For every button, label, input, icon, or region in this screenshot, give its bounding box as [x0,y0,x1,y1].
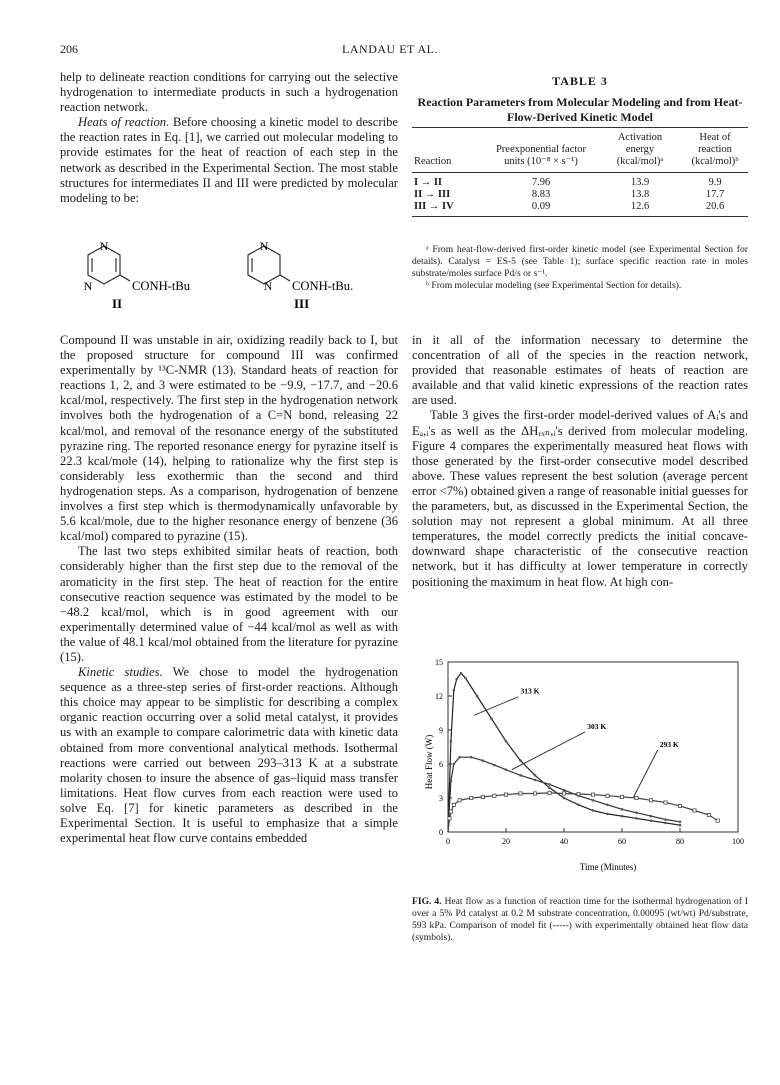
paragraph-heading: Kinetic studies. [78,665,163,680]
structure-II-label: II [112,296,123,311]
paragraph: in it all of the information necessary to determine the concentration of all of the species in the reaction network, provided that reasonable estimates of heats of reaction are available and that valid kinetic expressions of the reaction rates are used. [412,333,748,408]
table-row [412,201,748,213]
data-point [448,817,451,820]
structure-II-substituent: CONH-tBu [132,279,191,293]
paragraph [60,665,398,846]
cell-activation: 13.8 [630,189,650,200]
data-point [606,804,609,807]
footnote-b: ᵇ From molecular modeling (see Experimental Section for details). [426,280,682,291]
paragraph [60,115,398,206]
structure-II [88,246,130,284]
data-point [449,810,452,813]
figure-caption-text: Heat flow as a function of reaction time for the isothermal hydrogenation of I over a 5% Pd catalyst at 0.2 M substrate concentration, 0.00095 (wt/wt) Pd/substrate, 593 kPa. Comparison of model fit (-----) with experimentally obtained heat flow data (symbols). [412,896,748,943]
data-point [693,809,696,812]
table-heading [412,74,748,125]
header-reaction: Reaction [414,156,452,167]
cell-activation: 12.6 [630,201,650,212]
data-point [493,794,496,797]
cell-heat: 9.9 [708,177,722,188]
series-group [448,672,719,832]
data-point [621,808,624,811]
data-point [716,819,719,822]
x-tick-label: 40 [560,837,568,846]
data-point [450,780,453,783]
y-tick-label: 9 [439,726,443,735]
table-row [412,189,748,201]
table-footnotes [412,244,748,292]
data-point [562,792,565,795]
figure-4-chart [412,650,748,875]
table-header-row [412,130,748,172]
data-point [664,822,667,825]
cell-preexp: 8.83 [531,189,551,200]
series-annotation: 303 K [587,721,607,731]
y-tick-label: 0 [439,828,443,837]
cell-heat: 20.6 [705,201,725,212]
paragraph-body: We chose to model the hydrogenation sequence as a three-step series of first-order reactions. Although this choice may appear to be simplistic for describing a complex organic reaction occurring over a solid metal catalyst, it provides us with an example to compare calorimetric data with kinetic data obtained from more conventional analytical methods. Isothermal reactions were carried out between 293–313 K at a substrate molarity chosen to insure the absence of gas–liquid mass transfer limitations. Heat flow curves from each reaction were used to solve Eq. [7] for kinetic parameters as described in the Experimental Section. It is useful to emphasize that a simple experimental heat flow curve contains embedded [60,665,399,846]
data-point [650,819,653,822]
data-point [620,795,623,798]
data-point [504,793,507,796]
cell-reaction: II → III [414,189,451,200]
table-top-rule [412,127,748,128]
y-tick-label: 6 [439,760,443,769]
paragraph: Compound II was unstable in air, oxidizing readily back to I, but the proposed structure for compound III was confirmed experimentally by ¹³C-NMR (13). Standard heats of reaction for reactions 1, 2, and 3 were estimated to be −9.9, −17.7, and −20.6 kcal/mol, respectively. The first step in the hydrogenation network involves both the hydrogenation of a C=N bond, releasing 22 kcal/mol, and removal of the resonance energy of the substituted pyrazine ring. The reported resonance energy for pyrazine itself is 22.3 kcal/mole (14), helping to rationalize why the first step is considerably less exothermic than the second and third hydrogenation steps. As a comparison, hydrogenation of benzene involves a first step which is thermodynamically unfavorable by 5.6 kcal/mole, due to the higher resonance energy of benzene (36 kcal/mol) compared to pyrazine (15). [60,333,398,544]
paragraph-body: Before choosing a kinetic model to describe the reaction rates in Eq. [1], we carried out molecular modeling to provide estimates for the heat of reaction of each step in the network as described in the Experimental Section. The most stable structures for intermediates II and III were predicted by molecular modeling to be: [60,115,398,205]
data-point [505,740,508,743]
data-point [606,794,609,797]
left-column-top [60,70,398,206]
cell-preexp: 0.09 [531,201,551,212]
x-tick-label: 100 [732,837,744,846]
data-point [635,796,638,799]
data-point [458,799,461,802]
series-annotation: 293 K [659,740,679,749]
figure-label: FIG. 4. [412,896,442,907]
data-point [548,787,551,790]
y-tick-label: 3 [439,794,443,803]
data-point [650,815,653,818]
series-line [448,673,680,832]
data-point [577,804,580,807]
data-point [577,792,580,795]
data-point [592,809,595,812]
left-column-bottom [60,333,398,846]
chemical-structures [60,238,400,318]
y-tick-label: 15 [435,658,443,667]
data-point [519,774,522,777]
data-point [548,791,551,794]
data-point [452,803,455,806]
figure-caption [412,896,748,944]
paragraph-heading: Heats of reaction. [78,115,170,130]
cell-reaction: III → IV [414,201,454,212]
n-atom-label: N [99,239,109,253]
data-point [458,756,461,759]
data-point [455,678,458,681]
data-point [548,783,551,786]
data-point [621,815,624,818]
plot-frame [448,662,738,832]
data-point [664,801,667,804]
data-point [635,811,638,814]
data-point [482,759,485,762]
y-tick-label: 12 [435,692,443,701]
data-point [707,813,710,816]
data-point [664,818,667,821]
table-label: TABLE 3 [552,74,608,88]
data-point [606,813,609,816]
data-point [453,763,456,766]
n-atom-label: N [263,279,273,293]
table-title: Reaction Parameters from Molecular Modeling and from Heat-Flow-Derived Kinetic Model [417,95,743,124]
x-tick-label: 20 [502,837,510,846]
structure-III-label: III [294,296,310,311]
header-preexp: Preexponential factor units (10⁻⁸ × s⁻¹) [495,144,587,167]
x-tick-label: 60 [618,837,626,846]
right-column-text [412,333,748,590]
x-tick-label: 0 [446,837,450,846]
data-point [470,756,473,759]
data-point [534,774,537,777]
data-point [649,799,652,802]
data-point [534,779,537,782]
data-point [464,677,467,680]
y-axis-label: Heat Flow (W) [424,734,434,790]
paragraph: The last two steps exhibited similar heats of reaction, both considerably higher than the first step due to the removal of the aromaticity in the first step. The heat of reaction for the entire consecutive reaction sequence was estimated by the model to be −48.2 kcal/mol, which is in good agreement with our experimentally determined value of −44 kcal/mol as well as with the value of 48.1 kcal/mol obtained from the literature for pyrazine (15). [60,544,398,664]
data-point [476,695,479,698]
cell-activation: 13.9 [630,177,650,188]
data-point [490,717,493,720]
data-point [460,672,463,675]
data-point [591,793,594,796]
annotation-arrow [634,750,658,797]
data-point [481,795,484,798]
table-row [412,177,748,189]
paragraph: Table 3 gives the first-order model-derived values of Aᵢ's and Eₐ,ᵢ's as well as the ΔHᵣₓₙ,ᵢ's derived from molecular modeling. Figure 4 compares the experimentally measured heat flows with those generated by the first-order consecutive model described above. These values represent the best solution (average percent error <7%) obtained given a range of reasonable initial guesses for the parameters, but, as discussed in the Experimental Section, the solution may not represent a global minimum. At all three temperatures, the model correctly predicts the initial concave-downward shape characteristic of the consecutive reaction network, but it has difficulty at lower temperature in correctly positioning the maximum in heat flow. At high con- [412,408,748,589]
data-point [592,799,595,802]
data-point [635,817,638,820]
annotation-arrow [474,697,518,716]
data-point [493,764,496,767]
data-point [519,792,522,795]
x-axis [446,828,744,846]
data-point [533,792,536,795]
series-annotation: 313 K [520,686,540,696]
data-point [679,821,682,824]
x-axis-label: Time (Minutes) [579,862,637,872]
cell-preexp: 7.96 [531,177,551,188]
header-heat: Heat of reaction (kcal/mol)ᵇ [691,132,739,167]
header-activation: Activation energy (kcal/mol)ᵃ [616,132,664,167]
n-atom-label: N [259,239,269,253]
data-point [678,804,681,807]
data-point [505,768,508,771]
data-point [679,824,682,827]
n-atom-label: N [83,279,93,293]
paragraph: help to delineate reaction conditions for carrying out the selective hydrogenation to intermediate products in such a hydrogenation reaction network. [60,70,398,115]
data-point [470,796,473,799]
data-point [453,689,456,692]
structure-III-substituent: CONH-tBu. [292,279,354,293]
x-tick-label: 80 [676,837,684,846]
cell-reaction: I → II [414,177,443,188]
data-point [563,789,566,792]
page-number: 206 [60,42,78,56]
cell-heat: 17.7 [705,189,725,200]
running-head: LANDAU ET AL. [342,42,438,56]
annotation-arrow [512,732,585,770]
footnote-a: ᵃ From heat-flow-derived first-order kinetic model (see Experimental Section for details). Catalyst = ES-5 (see Table 1); surface specific reaction rate in moles substrate/moles surface Pd/s or s⁻¹. [412,244,748,279]
data-point [563,797,566,800]
data-point [519,759,522,762]
data-point [450,740,453,743]
table-3 [412,130,748,217]
series-line [448,793,718,832]
